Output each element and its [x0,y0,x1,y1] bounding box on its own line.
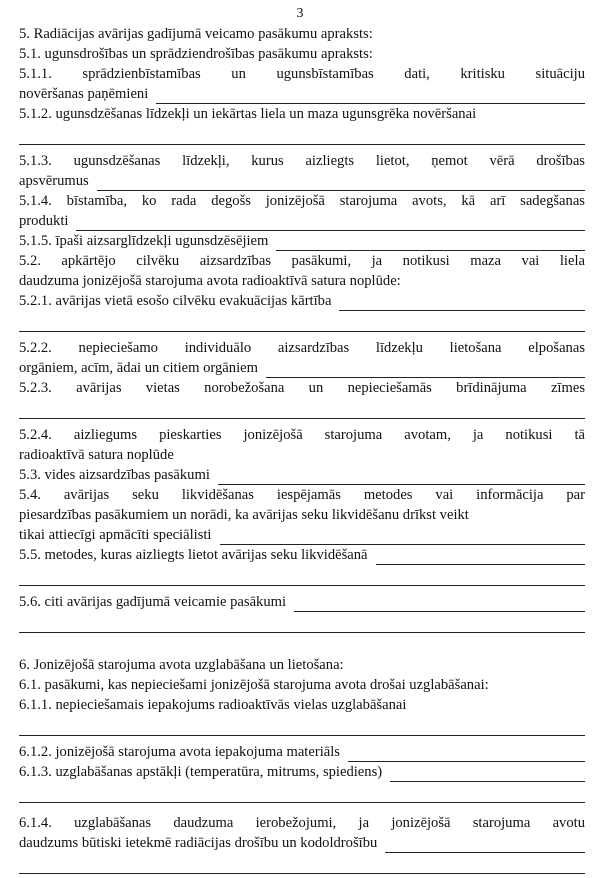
item-5-3-field[interactable] [218,470,585,485]
item-5-1-3-line2 [19,171,585,191]
item-6-1-4-line1: 6.1.4. uzglabāšanas daudzuma ierobežojumi, ja jonizējošā starojuma avotu [19,815,585,831]
item-5-1: 5.1. ugunsdrošības un sprādziendrošības pasākumu apraksts: [19,46,373,62]
item-6-1-3-label: 6.1.3. uzglabāšanas apstākļi (temperatūra, mitrums, spiediens) [19,764,383,780]
item-5-5-extra-field[interactable] [19,565,585,586]
item-5-1-1-field[interactable] [156,89,585,104]
page-number: 3 [296,6,304,21]
item-6-1-4-extra-field[interactable] [19,853,585,874]
item-5-2-1-extra-field[interactable] [19,311,585,332]
item-5-1-2-field[interactable] [19,124,585,145]
item-5-1-3-label: apsvērumus [19,173,89,189]
item-5-6 [19,592,585,612]
section-6-title: 6. Jonizējošā starojuma avota uzglabāšana un lietošana: [19,657,344,673]
item-5-2-3: 5.2.3. avārijas vietas norobežošana un nepieciešamās brīdinājuma zīmes [19,380,585,396]
item-5-1-5-label: 5.1.5. īpaši aizsarglīdzekļi ugunsdzēsējiem [19,233,269,249]
item-5-3 [19,465,585,485]
item-5-1-1-line2 [19,84,585,104]
item-5-2-2-field[interactable] [266,363,585,378]
item-6-1-4-field[interactable] [385,838,585,853]
item-6-1-2-field[interactable] [348,747,585,762]
item-5-6-field[interactable] [294,597,585,612]
item-5-1-5 [19,231,585,251]
item-5-2-2-label: orgāniem, acīm, ādai un citiem orgāniem [19,360,258,376]
section-5-title: 5. Radiācijas avārijas gadījumā veicamo pasākumu apraksts: [19,26,373,42]
item-6-1-2-label: 6.1.2. jonizējošā starojuma avota iepakojuma materiāls [19,744,340,760]
item-6-1-3-extra-field[interactable] [19,782,585,803]
item-5-2-4-line2: radioaktīvā satura noplūde [19,447,174,463]
item-5-2-4-line1: 5.2.4. aizliegums pieskarties jonizējošā starojuma avotam, ja notikusi tā [19,427,585,443]
item-5-4-line1: 5.4. avārijas seku likvidēšanas iespējamās metodes vai informācija par [19,487,585,503]
item-5-2-line2: daudzuma jonizējošā starojuma avota radioaktīvā satura noplūde: [19,273,401,289]
item-5-2-1-label: 5.2.1. avārijas vietā esošo cilvēku evakuācijas kārtība [19,293,332,309]
item-5-4-line3 [19,525,585,545]
item-5-1-1-label: novēršanas paņēmieni [19,86,149,102]
item-5-2-2-line1: 5.2.2. nepieciešamo individuālo aizsardzības līdzekļu lietošana elpošanas [19,340,585,356]
item-5-1-3-line1: 5.1.3. ugunsdzēšanas līdzekļi, kurus aizliegts lietot, ņemot vērā drošības [19,153,585,169]
item-5-5-label: 5.5. metodes, kuras aizliegts lietot avārijas seku likvidēšanā [19,547,368,563]
item-6-1-3-field[interactable] [390,767,585,782]
item-5-4-field[interactable] [220,530,586,545]
item-5-1-4-line2 [19,211,585,231]
item-5-2-line1: 5.2. apkārtējo cilvēku aizsardzības pasākumi, ja notikusi maza vai liela [19,253,585,269]
item-6-1: 6.1. pasākumi, kas nepieciešami jonizējošā starojuma avota drošai uzglabāšanai: [19,677,489,693]
item-5-1-5-field[interactable] [276,236,585,251]
item-5-5 [19,545,585,565]
item-5-1-4-line1: 5.1.4. bīstamība, ko rada degošs jonizējošā starojuma avots, kā arī sadegšanas [19,193,585,209]
item-5-3-label: 5.3. vides aizsardzības pasākumi [19,467,210,483]
item-6-1-1-field[interactable] [19,715,585,736]
item-5-4-label: tikai attiecīgi apmācīti speciālisti [19,527,212,543]
item-5-1-2: 5.1.2. ugunsdzēšanas līdzekļi un iekārtas liela un maza ugunsgrēka novēršanai [19,106,477,122]
item-5-2-1-field[interactable] [339,296,585,311]
item-5-2-3-field[interactable] [19,398,585,419]
item-5-4-line2: piesardzības pasākumiem un norādi, ka avārijas seku likvidēšanu drīkst veikt [19,507,469,523]
item-5-1-4-field[interactable] [76,216,585,231]
form-content [19,24,585,874]
item-5-1-3-field[interactable] [97,176,585,191]
item-6-1-3 [19,762,585,782]
item-5-1-4-label: produkti [19,213,69,229]
item-5-1-1-line1: 5.1.1. sprādzienbīstamības un ugunsbīstamības dati, kritisku situāciju [19,66,585,82]
item-6-1-2 [19,742,585,762]
item-5-6-extra-field[interactable] [19,612,585,633]
item-5-6-label: 5.6. citi avārijas gadījumā veicamie pasākumi [19,594,287,610]
item-6-1-1: 6.1.1. nepieciešamais iepakojums radioaktīvās vielas uzglabāšanai [19,697,407,713]
item-6-1-4-line2 [19,833,585,853]
item-5-2-1 [19,291,585,311]
item-5-2-2-line2 [19,358,585,378]
item-6-1-4-label: daudzums būtiski ietekmē radiācijas drošību un kodoldrošību [19,835,378,851]
item-5-5-field[interactable] [376,550,585,565]
